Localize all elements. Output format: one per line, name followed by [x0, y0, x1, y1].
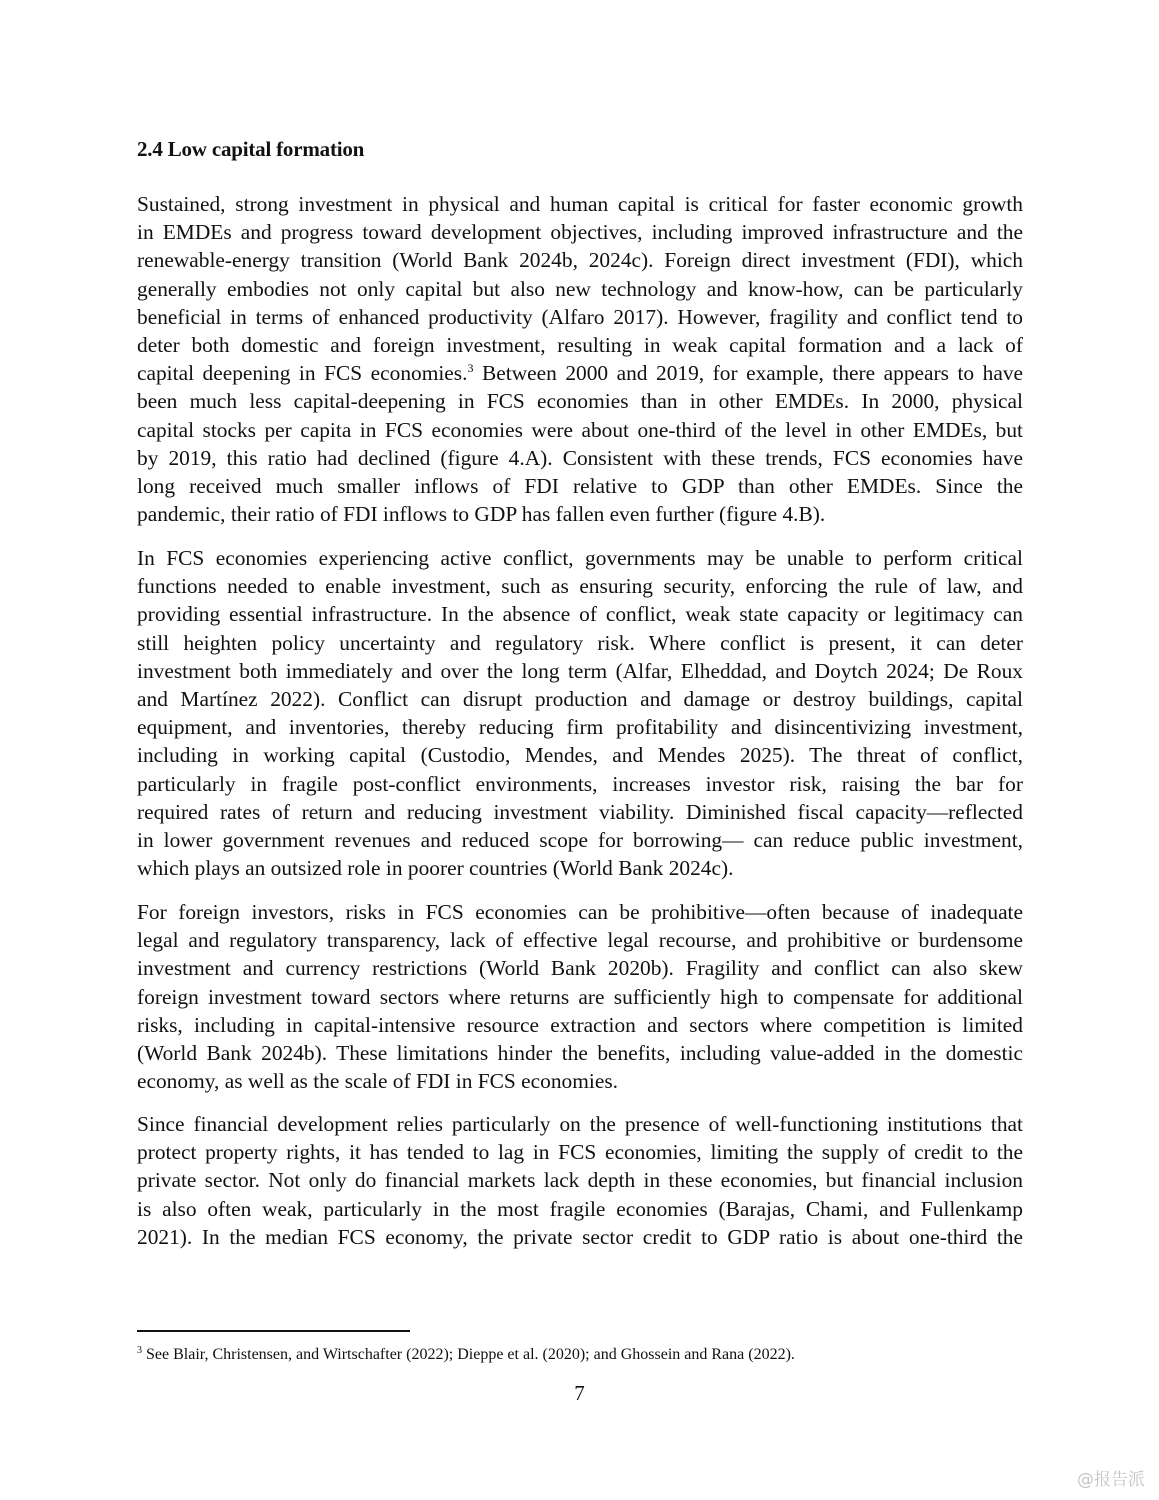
- text-line: 2021). In the median FCS economy, the private sector credit to GDP ratio is about one-third the: [137, 1224, 1023, 1249]
- footnote-divider: [137, 1330, 410, 1332]
- paragraph-4: [137, 1110, 1023, 1251]
- text-line: long received much smaller inflows of FDI relative to GDP than other EMDEs. Since the: [137, 473, 1023, 498]
- text-line: investment and currency restrictions (World Bank 2020b). Fragility and conflict can also skew: [137, 956, 1023, 981]
- footnote: [137, 1346, 795, 1364]
- text-line: economy, as well as the scale of FDI in FCS economies.: [137, 1069, 618, 1094]
- paragraph-3: [137, 898, 1023, 1095]
- text-line: providing essential infrastructure. In the absence of conflict, weak state capacity or legitimacy can: [137, 602, 1023, 627]
- text-line: In FCS economies experiencing active conflict, governments may be unable to perform critical: [137, 546, 1023, 570]
- text-line: private sector. Not only do financial markets lack depth in these economies, but financial inclusion: [137, 1168, 1023, 1193]
- footnote-text: See Blair, Christensen, and Wirtschafter (2022); Dieppe et al. (2020); and Ghossein and Rana (2022).: [146, 1346, 795, 1363]
- text-line: For foreign investors, risks in FCS economies can be prohibitive—often because of inadequate: [137, 900, 1023, 924]
- text-line-with-footnote: [137, 359, 1023, 387]
- text-line: required rates of return and reducing investment viability. Diminished fiscal capacity—reflected: [137, 799, 1023, 824]
- text-line: including in working capital (Custodio, Mendes, and Mendes 2025). The threat of conflict,: [137, 743, 1023, 768]
- paragraph-1: [137, 190, 1023, 528]
- text-line: foreign investment toward sectors where returns are sufficiently high to compensate for additional: [137, 984, 1023, 1009]
- text-line: beneficial in terms of enhanced productivity (Alfaro 2017). However, fragility and conflict tend to: [137, 304, 1023, 329]
- text-line: deter both domestic and foreign investment, resulting in weak capital formation and a lack of: [137, 332, 1023, 357]
- paragraph-2: [137, 544, 1023, 882]
- footnote-number: 3: [137, 1345, 142, 1356]
- text-fragment: capital deepening in FCS economies.: [137, 361, 468, 386]
- text-line: functions needed to enable investment, such as ensuring security, enforcing the rule of law, and: [137, 574, 1023, 599]
- text-line: in lower government revenues and reduced scope for borrowing— can reduce public investment,: [137, 827, 1023, 852]
- text-line: generally embodies not only capital but also new technology and know-how, can be particularly: [137, 276, 1023, 301]
- text-line: legal and regulatory transparency, lack of effective legal recourse, and prohibitive or burdensome: [137, 928, 1023, 953]
- text-line: equipment, and inventories, thereby reducing firm profitability and disincentivizing investment,: [137, 715, 1023, 740]
- text-line: investment both immediately and over the long term (Alfar, Elheddad, and Doytch 2024; De Roux: [137, 658, 1023, 683]
- section-heading: 2.4 Low capital formation: [137, 137, 365, 161]
- text-line: which plays an outsized role in poorer countries (World Bank 2024c).: [137, 856, 734, 881]
- text-line: by 2019, this ratio had declined (figure 4.A). Consistent with these trends, FCS economies have: [137, 445, 1023, 470]
- page-number: 7: [574, 1381, 585, 1405]
- text-line: risks, including in capital-intensive resource extraction and sectors where competition is limited: [137, 1012, 1023, 1037]
- text-line: been much less capital-deepening in FCS economies than in other EMDEs. In 2000, physical: [137, 389, 1023, 414]
- text-line: capital stocks per capita in FCS economies were about one-third of the level in other EMDEs, but: [137, 417, 1023, 442]
- watermark: @报告派: [1077, 1470, 1145, 1490]
- text-line: is also often weak, particularly in the most fragile economies (Barajas, Chami, and Fullenkamp: [137, 1196, 1023, 1221]
- text-line: in EMDEs and progress toward development objectives, including improved infrastructure and the: [137, 220, 1023, 245]
- text-line: Sustained, strong investment in physical and human capital is critical for faster economic growth: [137, 192, 1023, 216]
- text-line: particularly in fragile post-conflict environments, increases investor risk, raising the bar for: [137, 771, 1023, 796]
- text-line: (World Bank 2024b). These limitations hinder the benefits, including value-added in the domestic: [137, 1040, 1023, 1065]
- text-line: still heighten policy uncertainty and regulatory risk. Where conflict is present, it can deter: [137, 630, 1023, 655]
- text-line: pandemic, their ratio of FDI inflows to GDP has fallen even further (figure 4.B).: [137, 502, 826, 527]
- text-fragment: Between 2000 and 2019, for example, there appears to have: [481, 361, 1024, 386]
- text-line: Since financial development relies particularly on the presence of well-functioning institutions that: [137, 1112, 1023, 1136]
- footnote-ref[interactable]: 3: [467, 361, 474, 376]
- text-line: and Martínez 2022). Conflict can disrupt production and damage or destroy buildings, capital: [137, 686, 1023, 711]
- text-line: protect property rights, it has tended to lag in FCS economies, limiting the supply of credit to the: [137, 1140, 1023, 1165]
- text-line: renewable-energy transition (World Bank 2024b, 2024c). Foreign direct investment (FDI), which: [137, 248, 1023, 273]
